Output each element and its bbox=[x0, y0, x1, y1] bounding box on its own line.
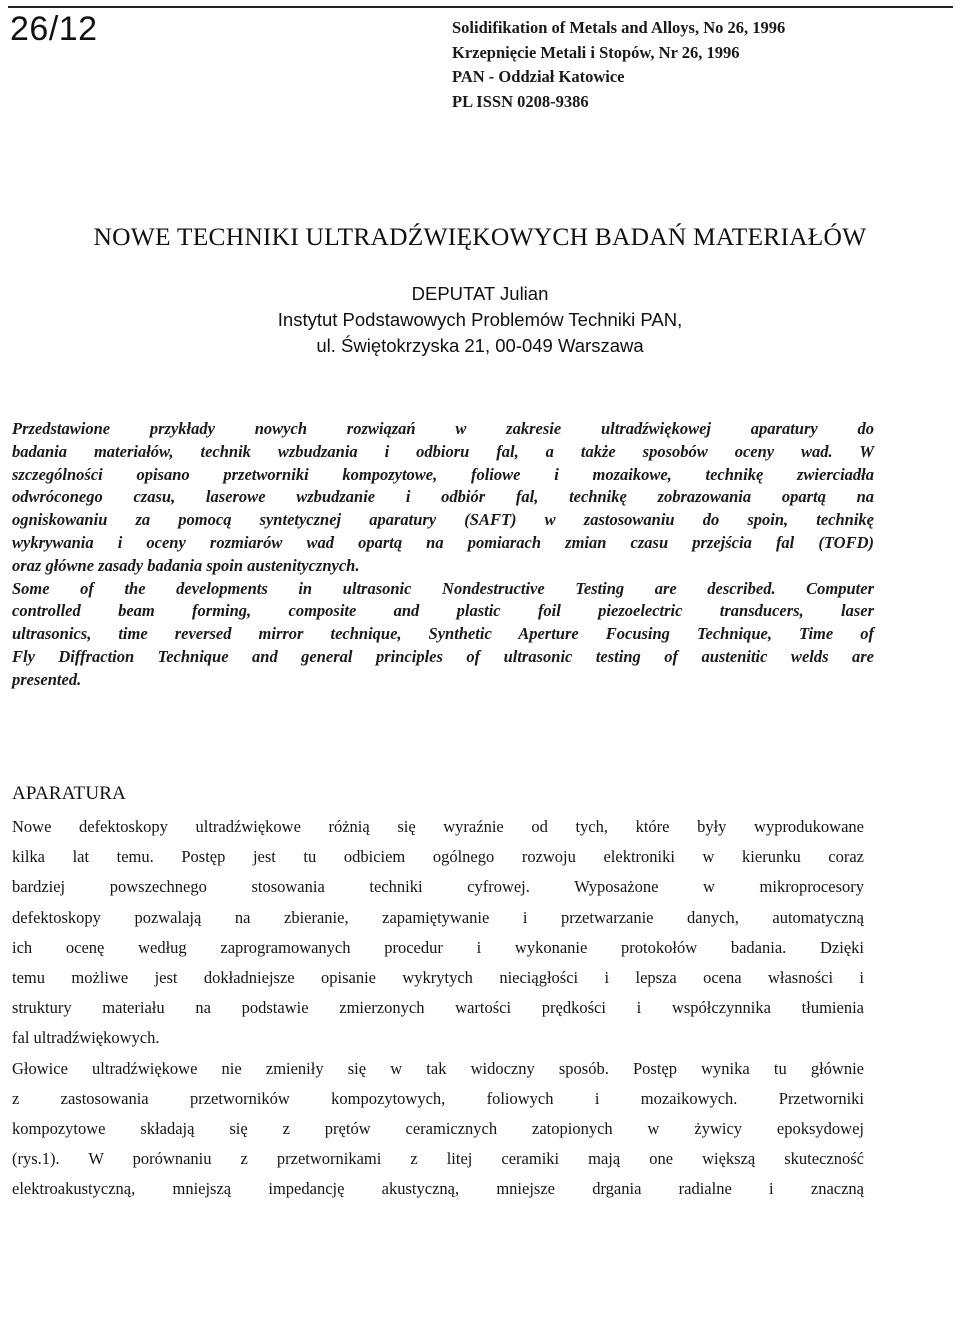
journal-line: Krzepnięcie Metali i Stopów, Nr 26, 1996 bbox=[452, 42, 740, 62]
affiliation-line: ul. Świętokrzyska 21, 00-049 Warszawa bbox=[316, 335, 644, 356]
abstract-line: Fly Diffraction Technique and general principles of ultrasonic testing of austenitic welds are bbox=[12, 646, 874, 666]
body-line: (rys.1). W porównaniu z przetwornikami z litej ceramiki mają one większą skuteczność bbox=[12, 1149, 864, 1169]
body-line: struktury materiału na podstawie zmierzonych wartości prędkości i współczynnika tłumienia bbox=[12, 998, 864, 1018]
abstract-line: odwróconego czasu, laserowe wzbudzanie i odbiór fal, technikę zobrazowania opartą na bbox=[12, 487, 874, 507]
body-line: kompozytowe składają się z prętów ceramicznych zatopionych w żywicy epoksydowej bbox=[12, 1119, 864, 1139]
top-rule bbox=[8, 6, 953, 8]
body-line: defektoskopy pozwalają na zbieranie, zapamiętywanie i przetwarzanie danych, automatyczną bbox=[12, 907, 864, 927]
abstract-line: oraz główne zasady badania spoin austenitycznych. bbox=[12, 555, 360, 575]
abstract-line: wykrywania i oceny rozmiarów wad opartą na pomiarach zmian czasu przejścia fal (TOFD) bbox=[12, 532, 874, 552]
abstract-line: Przedstawione przykłady nowych rozwiązań w zakresie ultradźwiękowej aparatury do bbox=[12, 419, 874, 438]
body-line: Nowe defektoskopy ultradźwiękowe różnią się wyraźnie od tych, które były wyprodukowane bbox=[12, 817, 864, 836]
affiliation-line: Instytut Podstawowych Problemów Techniki PAN, bbox=[277, 309, 683, 330]
body-line: fal ultradźwiękowych. bbox=[12, 1028, 160, 1048]
journal-header bbox=[452, 16, 942, 114]
body-line: elektroakustyczną, mniejszą impedancję akustyczną, mniejsze drgania radialne i znaczną bbox=[12, 1179, 864, 1199]
abstract-line: Some of the developments in ultrasonic Nondestructive Testing are described. Computer bbox=[12, 578, 874, 598]
abstract bbox=[12, 418, 874, 692]
journal-line: PAN - Oddział Katowice bbox=[452, 67, 625, 86]
body-line: kilka lat temu. Postęp jest tu odbiciem ogólnego rozwoju elektroniki w kierunku coraz bbox=[12, 847, 864, 867]
body-line: z zastosowania przetworników kompozytowych, foliowych i mozaikowych. Przetworniki bbox=[12, 1088, 864, 1108]
abstract-line: presented. bbox=[12, 669, 82, 689]
abstract-line: controlled beam forming, composite and plastic foil piezoelectric transducers, laser bbox=[12, 601, 874, 621]
author-name: DEPUTAT Julian bbox=[411, 283, 549, 304]
abstract-line: szczególności opisano przetworniki kompozytowe, foliowe i mozaikowe, technikę zwierciadła bbox=[12, 464, 874, 484]
page-number: 26/12 bbox=[10, 10, 98, 48]
article-title: NOWE TECHNIKI ULTRADŹWIĘKOWYCH BADAŃ MATERIAŁÓW bbox=[93, 222, 867, 251]
body-line: ich ocenę według zaprogramowanych procedur i wykonanie protokołów badania. Dzięki bbox=[12, 937, 864, 957]
section-body bbox=[12, 812, 864, 1205]
abstract-line: ultrasonics, time reversed mirror technique, Synthetic Aperture Focusing Technique, Time of bbox=[12, 624, 874, 644]
journal-line: Solidifikation of Metals and Alloys, No 26, 1996 bbox=[452, 18, 786, 37]
body-line: temu możliwe jest dokładniejsze opisanie wykrytych nieciągłości i lepsza ocena własności i bbox=[12, 968, 864, 988]
body-line: bardziej powszechnego stosowania techniki cyfrowej. Wyposażone w mikroprocesory bbox=[12, 877, 864, 897]
section-heading: APARATURA bbox=[12, 783, 127, 804]
abstract-line: badania materiałów, technik wzbudzania i odbioru fal, a także sposobów oceny wad. W bbox=[12, 441, 874, 461]
journal-line: PL ISSN 0208-9386 bbox=[452, 91, 589, 111]
abstract-line: ogniskowaniu za pomocą syntetycznej aparatury (SAFT) w zastosowaniu do spoin, technikę bbox=[12, 510, 874, 530]
author-block bbox=[0, 281, 960, 359]
body-line: Głowice ultradźwiękowe nie zmieniły się w tak widoczny sposób. Postęp wynika tu głównie bbox=[12, 1058, 864, 1078]
